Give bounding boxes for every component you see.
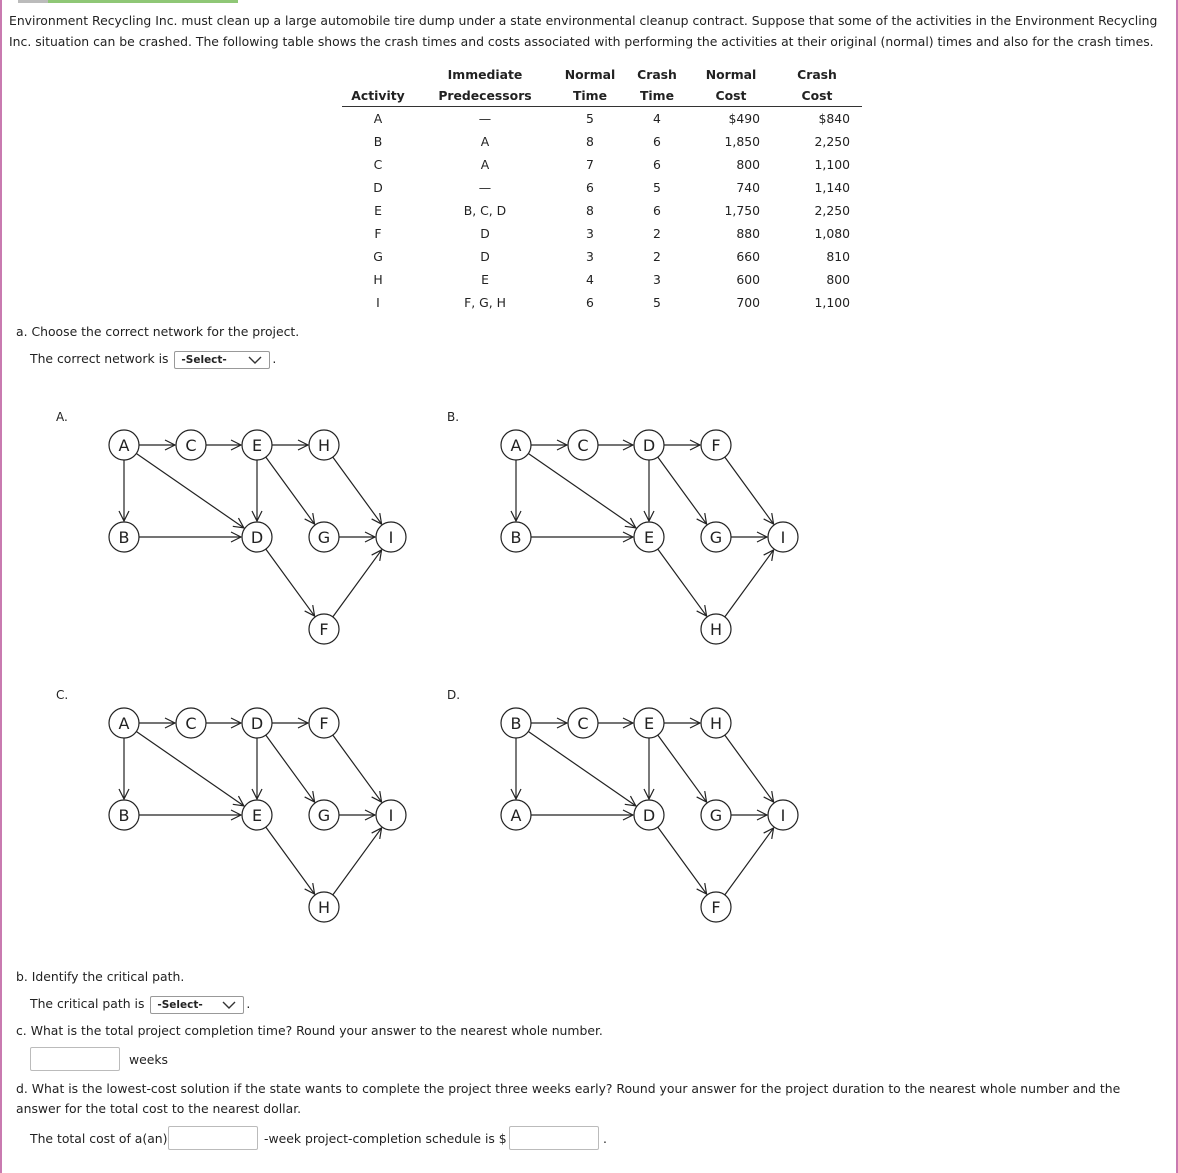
network-node-label: B (510, 714, 522, 733)
cell-activity: B (373, 134, 383, 149)
header-pred-2: Predecessors (414, 85, 556, 107)
network-node-label: E (643, 528, 655, 547)
header-pred-1: Immediate (447, 67, 523, 82)
cell-normal-time: 8 (586, 134, 594, 149)
network-node-label: C (185, 436, 197, 455)
cell-crash-cost: 2,250 (814, 203, 850, 218)
cell-normal-time: 8 (586, 203, 594, 218)
question-b-prompt: b. Identify the critical path. (16, 969, 185, 984)
cell-activity: A (373, 111, 383, 126)
network-edge-e-g (266, 457, 315, 524)
network-node-label: G (317, 528, 331, 547)
network-node-label: A (510, 806, 522, 825)
network-node-label: G (709, 806, 723, 825)
cell-normal-cost: 1,750 (724, 203, 760, 218)
question-b-pre: The critical path is (30, 996, 145, 1011)
network-select-value: -Select- (181, 353, 227, 366)
question-d-pre: The total cost of a(an) (30, 1131, 168, 1146)
cell-predecessors: A (480, 157, 490, 172)
network-node-label: I (388, 528, 394, 547)
header-normal-time-2: Time (556, 85, 624, 107)
cell-crash-time: 4 (653, 111, 661, 126)
cell-normal-cost: 800 (736, 157, 760, 172)
network-edge-a-e (528, 454, 636, 528)
cell-normal-time: 6 (586, 295, 594, 310)
cell-activity: G (373, 249, 383, 264)
cell-activity: C (373, 157, 383, 172)
network-c (109, 708, 406, 922)
cell-predecessors: D (480, 249, 490, 264)
cell-crash-time: 6 (653, 157, 661, 172)
network-node-label: I (388, 806, 394, 825)
network-node-label: A (118, 436, 130, 455)
cell-crash-cost: 1,080 (814, 226, 850, 241)
cell-normal-time: 5 (586, 111, 594, 126)
cell-activity: E (374, 203, 382, 218)
network-node-label: C (185, 714, 197, 733)
chevron-down-icon (222, 1001, 236, 1009)
network-node-label: C (577, 714, 589, 733)
cell-crash-cost: 2,250 (814, 134, 850, 149)
network-label-a: A. (56, 410, 68, 424)
network-node-label: E (643, 714, 655, 733)
cell-normal-time: 4 (586, 272, 594, 287)
cell-crash-cost: $840 (818, 111, 850, 126)
cell-crash-cost: 1,140 (814, 180, 850, 195)
network-node-label: D (250, 528, 264, 547)
cell-predecessors: — (478, 180, 492, 195)
question-d-mid: -week project-completion schedule is $ (264, 1131, 507, 1146)
cell-normal-time: 7 (586, 157, 594, 172)
problem-intro: Environment Recycling Inc. must clean up a large automobile tire dump under a state environmental cleanup contract. Suppose that some of the activities in the Environment Recycling Inc. situation can be crashed. The following table shows the crash times and costs associated with performing the activities at their original (normal) times and also for the crash times. (9, 13, 1158, 49)
network-edge-f-i (725, 457, 774, 524)
question-a-post: . (272, 351, 277, 366)
cell-crash-time: 2 (653, 226, 661, 241)
network-node-label: I (780, 806, 786, 825)
cell-crash-cost: 810 (826, 249, 850, 264)
network-node-label: I (780, 528, 786, 547)
header-normal-time-1: Normal (564, 67, 616, 82)
cell-predecessors: — (478, 111, 492, 126)
question-a-prompt: a. Choose the correct network for the project. (16, 324, 300, 339)
network-edge-h-i (725, 550, 774, 617)
cell-normal-time: 6 (586, 180, 594, 195)
network-edge-e-h (266, 827, 315, 894)
network-b (501, 430, 798, 644)
header-activity: Activity (342, 85, 414, 107)
network-label-b: B. (447, 410, 460, 424)
question-d-prompt: d. What is the lowest-cost solution if the state wants to complete the project three weeks early? Round your answer for the project duration to the nearest whole number and the answer for the total cost to the nearest dollar. (16, 1081, 1121, 1116)
network-node-label: H (709, 620, 723, 639)
cell-predecessors: A (480, 134, 490, 149)
cell-activity: H (373, 272, 383, 287)
network-node-label: E (251, 806, 263, 825)
network-edge-f-i (725, 828, 774, 895)
network-node-label: C (577, 436, 589, 455)
network-node-label: A (510, 436, 522, 455)
total-cost-input[interactable] (509, 1126, 599, 1150)
cell-normal-cost: 700 (736, 295, 760, 310)
cell-crash-time: 5 (653, 295, 661, 310)
cell-activity: F (374, 226, 382, 241)
cell-normal-cost: $490 (728, 111, 760, 126)
network-edge-d-f (658, 827, 707, 894)
network-node-label: E (251, 436, 263, 455)
network-node-label: H (709, 714, 723, 733)
cell-normal-cost: 880 (736, 226, 760, 241)
completion-time-input[interactable] (30, 1047, 120, 1071)
network-node-label: D (642, 806, 656, 825)
network-edge-h-i (333, 457, 382, 524)
network-node-label: H (317, 898, 331, 917)
header-crash-time-1: Crash (637, 67, 677, 82)
cell-normal-cost: 600 (736, 272, 760, 287)
header-crash-cost-2: Cost (772, 85, 862, 107)
cell-crash-cost: 1,100 (814, 157, 850, 172)
network-edge-b-d (528, 732, 636, 806)
header-normal-cost-2: Cost (690, 85, 772, 107)
critical-path-select[interactable] (150, 996, 244, 1014)
network-label-d: D. (447, 688, 461, 702)
network-edge-h-i (333, 828, 382, 895)
question-b-answer-line (30, 994, 250, 1014)
network-node-label: F (711, 898, 721, 917)
cell-normal-cost: 1,850 (724, 134, 760, 149)
cell-predecessors: F, G, H (464, 295, 506, 310)
network-node-label: D (250, 714, 264, 733)
network-node-label: A (118, 714, 130, 733)
question-c-prompt: c. What is the total project completion time? Round your answer to the nearest whole number. (16, 1023, 603, 1038)
network-edge-d-f (266, 549, 315, 616)
weeks-unit: weeks (129, 1052, 169, 1067)
cell-crash-time: 3 (653, 272, 661, 287)
question-d-post: . (603, 1131, 607, 1146)
cell-normal-time: 3 (586, 226, 594, 241)
network-node-label: F (319, 620, 329, 639)
cell-crash-time: 5 (653, 180, 661, 195)
cell-crash-cost: 1,100 (814, 295, 850, 310)
network-node-label: B (510, 528, 522, 547)
network-label-c: C. (56, 688, 69, 702)
network-node-label: G (317, 806, 331, 825)
network-d (501, 708, 798, 922)
network-node-label: G (709, 528, 723, 547)
network-edge-f-i (333, 735, 382, 802)
critical-path-select-value: -Select- (157, 998, 203, 1011)
network-node-label: B (118, 528, 130, 547)
network-edge-f-i (333, 550, 382, 617)
network-edge-h-i (725, 735, 774, 802)
header-crash-time-2: Time (624, 85, 690, 107)
cell-activity: D (373, 180, 383, 195)
cell-predecessors: B, C, D (463, 203, 507, 218)
network-edge-a-e (136, 732, 244, 806)
network-node-label: F (711, 436, 721, 455)
network-edge-e-g (658, 735, 707, 802)
header-normal-cost-1: Normal (705, 67, 757, 82)
network-edge-d-g (658, 457, 707, 524)
network-edge-e-h (658, 549, 707, 616)
network-node-label: D (642, 436, 656, 455)
cell-crash-time: 6 (653, 134, 661, 149)
cell-crash-cost: 800 (826, 272, 850, 287)
cell-normal-time: 3 (586, 249, 594, 264)
question-a-pre: The correct network is (30, 351, 169, 366)
cell-normal-cost: 740 (736, 180, 760, 195)
network-node-label: H (317, 436, 331, 455)
cell-normal-cost: 660 (736, 249, 760, 264)
network-node-label: F (319, 714, 329, 733)
project-duration-input[interactable] (168, 1126, 258, 1150)
network-a (109, 430, 406, 644)
cell-crash-time: 2 (653, 249, 661, 264)
network-node-label: B (118, 806, 130, 825)
question-b-post: . (246, 996, 251, 1011)
cell-crash-time: 6 (653, 203, 661, 218)
cell-predecessors: E (481, 272, 489, 287)
cell-activity: I (376, 295, 380, 310)
network-edge-d-g (266, 735, 315, 802)
network-edge-a-d (136, 454, 244, 528)
cell-predecessors: D (480, 226, 490, 241)
header-crash-cost-1: Crash (797, 67, 837, 82)
